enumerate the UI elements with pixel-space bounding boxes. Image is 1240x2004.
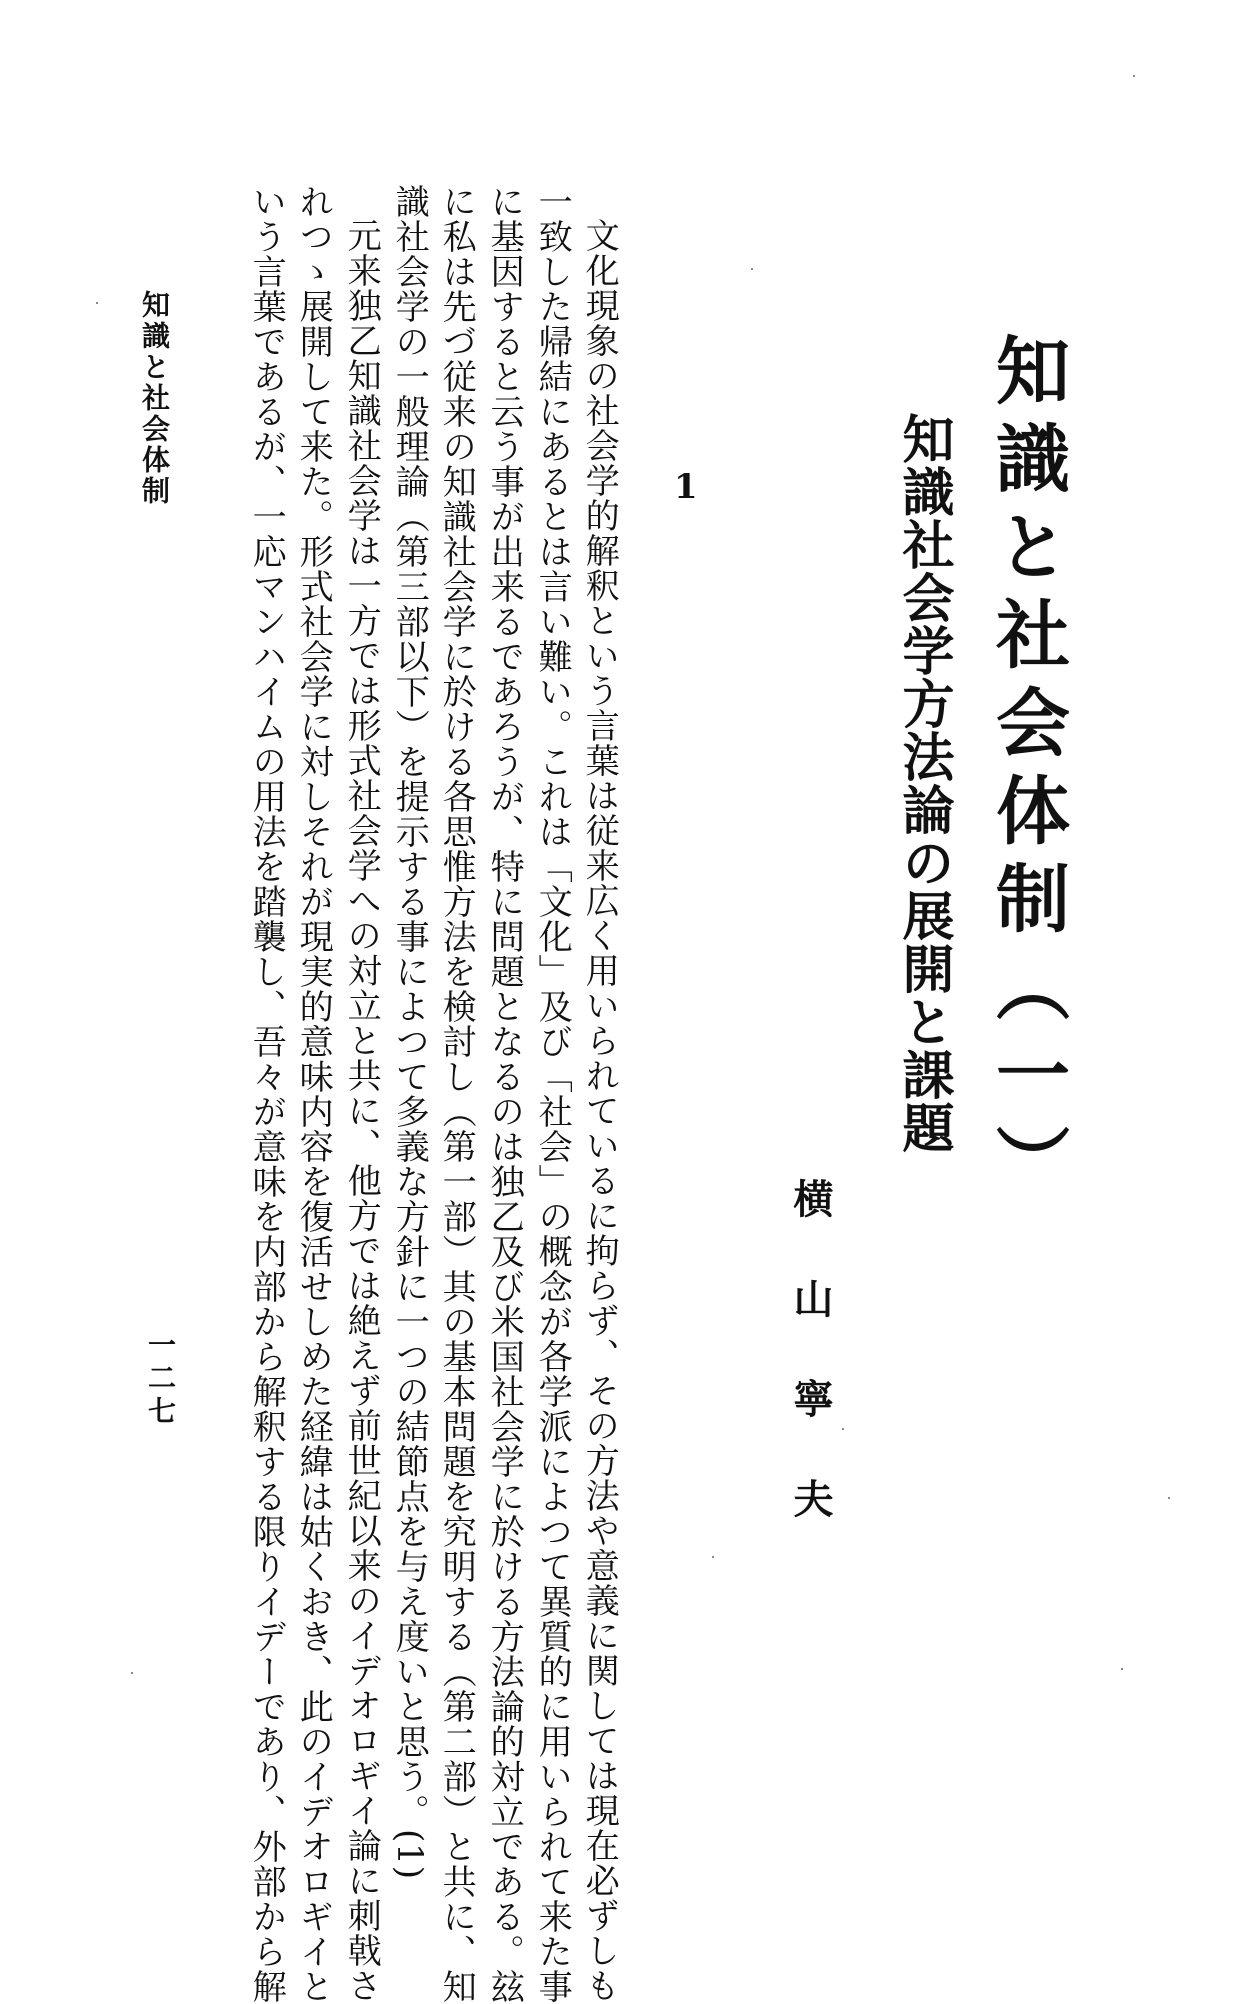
- section-number: 1: [674, 467, 698, 507]
- body-line: 元来独乙知識社会学は一方では形式社会学への対立と共に、他方では絶えず前世紀以来のイデオロギイ論に刺戟さ: [341, 218, 382, 2003]
- scan-speck: [712, 1556, 714, 1558]
- body-line: 識社会学の一般理論（第三部以下）を提示する事によつて多義な方針に一つの結節点を与え度いと思う。(1): [389, 184, 430, 1880]
- author-name: 横山寧夫: [787, 1178, 834, 1578]
- scan-speck: [131, 1672, 133, 1674]
- scan-speck: [96, 302, 98, 304]
- scan-speck: [751, 268, 753, 270]
- body-line: に基因すると云う事が出来るであろうが、特に問題となるのは独乙及び米国社会学に於ける方法論的対立である。玆: [484, 184, 525, 2004]
- page-subtitle: 知識社会学方法論の展開と課題: [893, 412, 953, 1154]
- body-line: れつゝ展開して来た。形式社会学に対しそれが現実的意味内容を復活せしめた経緯は姑くおき、此のイデオロギイと: [293, 184, 334, 2004]
- page-title: 知識と社会体制（一）: [984, 332, 1070, 1212]
- body-line: に私は先づ従来の知識社会学に於ける各思惟方法を検討し（第一部）其の基本問題を究明する（第二部）と共に、知: [436, 184, 477, 2004]
- scan-speck: [1168, 1497, 1170, 1499]
- page-number: 一二七: [144, 1330, 177, 1429]
- running-title: 知識と社会体制: [138, 290, 171, 507]
- body-line: 文化現象の社会学的解釈という言葉は従来広く用いられているに拘らず、その方法や意義に関しては現在必ずしも: [579, 218, 620, 2003]
- scan-speck: [842, 1428, 844, 1430]
- scan-speck: [1133, 75, 1135, 77]
- body-line: 一致した帰結にあるとは言い難い。これは「文化」及び「社会」の概念が各学派によつて異質的に用いられて来た事: [532, 184, 573, 2004]
- body-line: いう言葉であるが、一応マンハイムの用法を踏襲し、吾々が意味を内部から解釈する限りイデーであり、外部から解: [246, 184, 287, 2004]
- scan-speck: [1121, 1668, 1123, 1670]
